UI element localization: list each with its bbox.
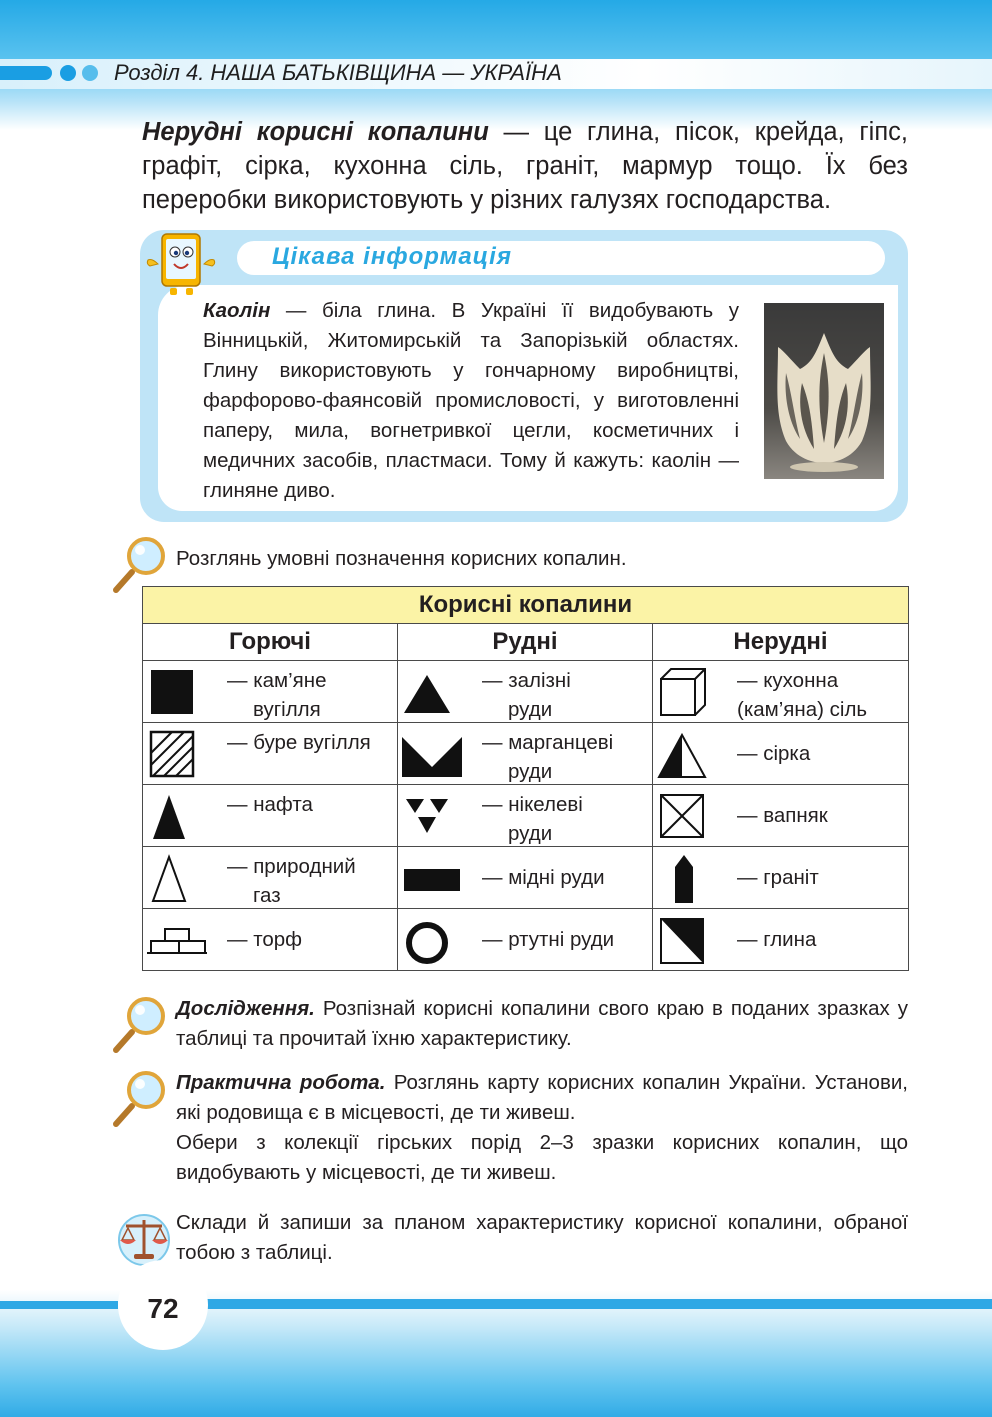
legend-label: газ [253, 884, 281, 907]
header-bar-decor [0, 66, 52, 80]
legend-label: — природний [227, 855, 356, 878]
legend-label: — торф [227, 928, 303, 951]
hatched-square-icon [147, 727, 197, 781]
legend-label: вугілля [253, 698, 321, 721]
legend-label: — ртутні руди [482, 928, 615, 951]
table-cell [398, 661, 653, 723]
legend-label: — буре вугілля [227, 731, 371, 754]
legend-label: руди [508, 822, 553, 845]
table-cell [653, 909, 909, 971]
practical-task [176, 1068, 908, 1128]
tablet-mascot-icon [146, 230, 216, 296]
cube-icon [657, 665, 707, 719]
footer-strip-left [0, 1301, 118, 1309]
header-dot-icon [60, 65, 76, 81]
table-row [143, 909, 909, 971]
half-triangle-icon [657, 727, 707, 781]
magnifier-icon [112, 994, 172, 1054]
legend-label: — кам’яне [227, 669, 327, 692]
info-box-title: Цікава інформація [272, 243, 512, 270]
legend-label: — нікелеві [482, 793, 583, 816]
table-cell [653, 785, 909, 847]
table-title: Корисні копалини [143, 587, 909, 624]
table-row [143, 661, 909, 723]
research-term: Дослідження. [176, 997, 315, 1020]
table-cell [398, 909, 653, 971]
legend-label: — граніт [737, 866, 819, 889]
table-cell [653, 847, 909, 909]
legend-label: — вапняк [737, 804, 828, 827]
legend-label: — кухонна [737, 669, 839, 692]
research-text: Розпізнай корисні копалини свого краю в поданих зразках у таблиці та прочитай їхню характеристику. [176, 997, 908, 1050]
legend-label: — глина [737, 928, 817, 951]
table-instruction: Розглянь умовні позначення корисних копалин. [176, 547, 627, 570]
info-term: Каолін [203, 299, 271, 322]
legend-label: — марганцеві [482, 731, 614, 754]
intro-text: — це глина, пісок, крейда, гіпс, графіт, сірка, кухонна сіль, граніт, мармур тощо. Їх без переробки використовують у різних галузях господарства. [142, 118, 908, 214]
legend-label: — залізні [482, 669, 571, 692]
table-cell [653, 661, 909, 723]
m-shape-icon [400, 727, 464, 781]
intro-paragraph [142, 115, 908, 217]
column-header-ore: Рудні [398, 624, 653, 661]
legend-label: — мідні руди [482, 866, 605, 889]
table-cell [143, 847, 398, 909]
ring-icon [402, 913, 452, 967]
table-row [143, 723, 909, 785]
kaolin-vase-photo [764, 303, 884, 479]
table-cell [398, 847, 653, 909]
footer-strip-right [200, 1299, 992, 1309]
magnifier-icon [112, 1068, 172, 1128]
crossed-square-icon [657, 789, 707, 843]
practical-term: Практична робота. [176, 1071, 386, 1094]
writing-task: Склади й запиши за планом характеристику корисної копалини, обраної тобою з таблиці. [176, 1211, 908, 1264]
legend-label: руди [508, 760, 553, 783]
tall-triangle-icon [147, 789, 197, 843]
inverted-triangles-icon [402, 789, 452, 843]
chapter-title: Розділ 4. НАША БАТЬКІВЩИНА — УКРАЇНА [114, 60, 562, 85]
table-cell [143, 785, 398, 847]
legend-label: (кам’яна) сіль [737, 698, 868, 721]
filled-rectangle-icon [402, 851, 462, 905]
table-cell [398, 785, 653, 847]
table-cell [143, 661, 398, 723]
column-header-fuel: Горючі [143, 624, 398, 661]
diagonal-square-icon [657, 913, 707, 967]
legend-label: — сірка [737, 742, 811, 765]
header-dot-icon [82, 65, 98, 81]
legend-label: руди [508, 698, 553, 721]
magnifier-icon [112, 534, 172, 594]
table-cell [398, 723, 653, 785]
column-header-nonmetallic: Нерудні [653, 624, 909, 661]
table-row [143, 785, 909, 847]
practical-task-2: Обери з колекції гірських порід 2–3 зразки корисних копалин, що видобувають у місцевості, де ти живеш. [176, 1131, 908, 1184]
intro-term: Нерудні корисні копалини [142, 118, 489, 146]
minerals-legend-table [142, 586, 909, 971]
research-task [176, 994, 908, 1054]
table-cell [143, 723, 398, 785]
table-row [143, 847, 909, 909]
info-description: — біла глина. В Україні її видобувають у Вінницькій, Житомирській та Запорізькій областях. Глину використовують у гончарному виробництві, фарфорово-фаянсовій промисловості, у виготовленні паперу, мила, вогнетривкої цегли, косметичних і медичних засобів, пластмаси. Тому й кажуть: каолін — глиняне диво. [203, 299, 739, 502]
bricks-icon [147, 913, 207, 967]
scales-icon [116, 1210, 172, 1266]
table-cell [143, 909, 398, 971]
filled-square-icon [147, 665, 197, 719]
info-box-text [203, 296, 739, 506]
outline-triangle-icon [147, 851, 197, 905]
legend-label: — нафта [227, 793, 313, 816]
table-cell [653, 723, 909, 785]
pentagon-icon [657, 851, 707, 905]
practical-text: Розглянь карту корисних копалин України. Установи, які родовища є в місцевості, де ти живеш. [176, 1071, 908, 1124]
filled-triangle-icon [402, 665, 452, 719]
page-number: 72 [147, 1293, 179, 1324]
